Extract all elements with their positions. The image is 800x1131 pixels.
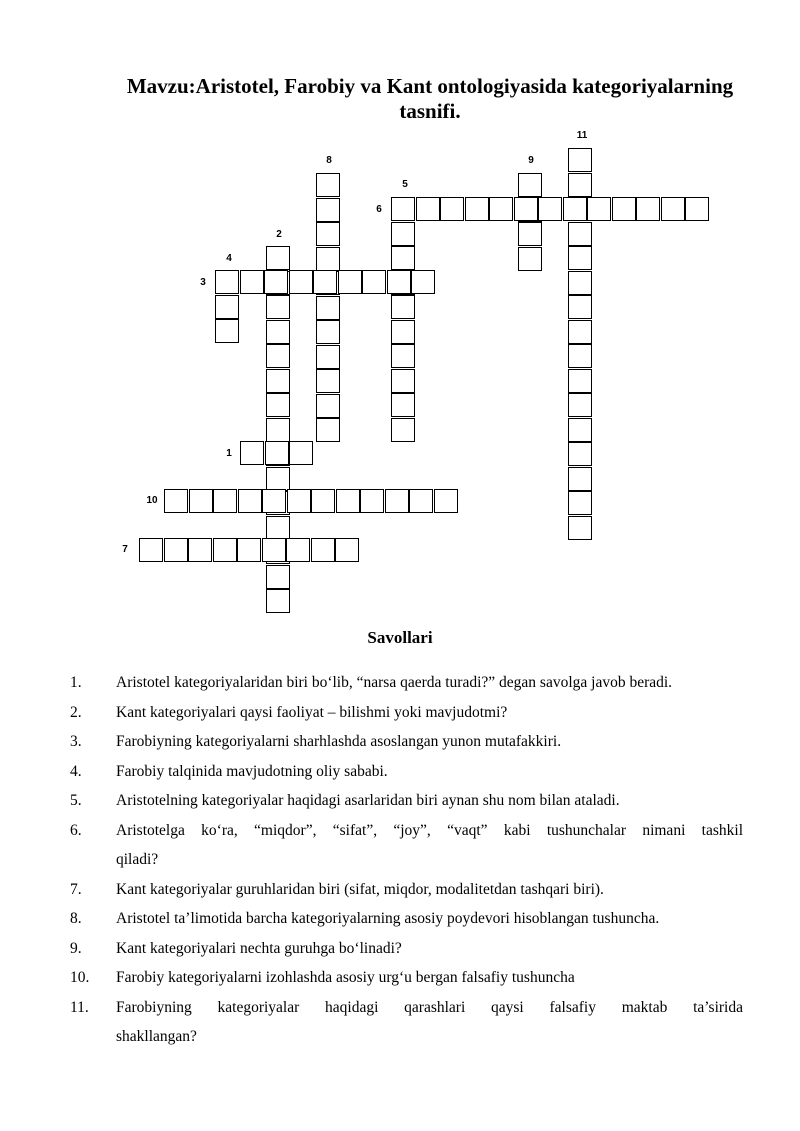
question-text: Farobiyning kategoriyalar haqidagi qarashlari qaysi falsafiy maktab ta’sirida (116, 998, 743, 1016)
crossword-cell[interactable] (563, 197, 587, 221)
crossword-cell[interactable] (264, 270, 288, 294)
question-item (70, 757, 743, 787)
crossword-cell[interactable] (311, 538, 335, 562)
crossword-cell[interactable] (313, 270, 337, 294)
crossword-cell[interactable] (289, 441, 313, 465)
crossword-cell[interactable] (360, 489, 384, 513)
question-item (70, 934, 743, 964)
question-item (70, 668, 743, 698)
crossword-cell[interactable] (316, 394, 340, 418)
crossword-cell[interactable] (391, 418, 415, 442)
question-number: 7. (70, 880, 82, 898)
question-number: 5. (70, 792, 82, 809)
question-item (70, 875, 743, 905)
crossword-cell[interactable] (240, 441, 264, 465)
crossword-cell[interactable] (266, 295, 290, 319)
crossword-cell[interactable] (316, 247, 340, 271)
question-item (70, 904, 743, 934)
question-text: Kant kategoriyalari nechta guruhga bo‘linadi? (116, 939, 402, 957)
question-text-continued: qiladi? (116, 851, 159, 868)
crossword-cell[interactable] (685, 197, 709, 221)
crossword-cell[interactable] (266, 246, 290, 270)
crossword-cell[interactable] (587, 197, 611, 221)
crossword-cell[interactable] (391, 197, 415, 221)
question-text-continued: shakllangan? (116, 1028, 197, 1045)
questions-list (70, 668, 743, 1052)
crossword-cell[interactable] (568, 369, 592, 393)
crossword-cell[interactable] (568, 246, 592, 270)
question-text: Farobiy kategoriyalarni izohlashda asosiy urg‘u bergan falsafiy tushuncha (116, 969, 575, 986)
question-text: Farobiyning kategoriyalarni sharhlashda asoslangan yunon mutafakkiri. (116, 733, 562, 750)
crossword-cell[interactable] (518, 173, 542, 197)
crossword-cell[interactable] (465, 197, 489, 221)
clue-number-8: 8 (326, 155, 332, 166)
crossword-cell[interactable] (335, 538, 359, 562)
question-text: Farobiy talqinida mavjudotning oliy sababi. (116, 762, 388, 780)
crossword-cell[interactable] (316, 345, 340, 369)
question-number: 2. (70, 703, 82, 721)
crossword-cell[interactable] (568, 344, 592, 368)
crossword-cell[interactable] (311, 489, 335, 513)
crossword-cell[interactable] (409, 489, 433, 513)
crossword-cell[interactable] (336, 489, 360, 513)
crossword-cell[interactable] (385, 489, 409, 513)
question-number: 4. (70, 762, 82, 780)
crossword-cell[interactable] (538, 197, 562, 221)
question-number: 10. (70, 969, 90, 986)
crossword-cell[interactable] (213, 538, 237, 562)
crossword-cell[interactable] (266, 418, 290, 442)
crossword-cell[interactable] (636, 197, 660, 221)
crossword-cell[interactable] (286, 538, 310, 562)
crossword-cell[interactable] (338, 270, 362, 294)
crossword-cell[interactable] (434, 489, 458, 513)
crossword-cell[interactable] (391, 246, 415, 270)
crossword-cell[interactable] (661, 197, 685, 221)
crossword-cell[interactable] (265, 441, 289, 465)
crossword-cell[interactable] (215, 295, 239, 319)
crossword-cell[interactable] (568, 148, 592, 172)
crossword-cell[interactable] (568, 271, 592, 295)
crossword-cell[interactable] (316, 173, 340, 197)
crossword-cell[interactable] (238, 489, 262, 513)
crossword-cell[interactable] (568, 516, 592, 540)
crossword-cell[interactable] (568, 295, 592, 319)
question-text: Aristotelning kategoriyalar haqidagi asarlaridan biri aynan shu nom bilan ataladi. (116, 792, 620, 809)
clue-number-2: 2 (276, 229, 282, 240)
crossword-cell[interactable] (316, 418, 340, 442)
clue-number-1: 1 (226, 448, 232, 459)
page-title: Mavzu:Aristotel, Farobiy va Kant ontologiyasida kategoriyalarning tasnifi. (126, 74, 734, 123)
crossword-cell[interactable] (266, 369, 290, 393)
crossword-cell[interactable] (514, 197, 538, 221)
crossword-cell[interactable] (391, 222, 415, 246)
question-text: Aristotel kategoriyalaridan biri bo‘lib, “narsa qaerda turadi?” degan savolga javob beradi. (116, 674, 673, 691)
crossword-cell[interactable] (189, 489, 213, 513)
question-item (70, 993, 743, 1052)
crossword-cell[interactable] (266, 565, 290, 589)
crossword-cell[interactable] (266, 320, 290, 344)
question-item (70, 816, 743, 875)
crossword-cell[interactable] (266, 344, 290, 368)
crossword-cell[interactable] (215, 319, 239, 343)
crossword-cell[interactable] (518, 222, 542, 246)
question-item (70, 786, 743, 816)
crossword-cell[interactable] (240, 270, 264, 294)
crossword-cell[interactable] (416, 197, 440, 221)
crossword-cell[interactable] (164, 489, 188, 513)
crossword-cell[interactable] (568, 393, 592, 417)
question-number: 3. (70, 733, 82, 750)
clue-number-3: 3 (200, 277, 206, 288)
clue-number-4: 4 (226, 253, 232, 264)
question-number: 11. (70, 998, 89, 1016)
question-item (70, 963, 743, 993)
crossword-cell[interactable] (164, 538, 188, 562)
crossword-cell[interactable] (289, 270, 313, 294)
clue-number-5: 5 (402, 179, 408, 190)
clue-number-7: 7 (122, 544, 128, 555)
crossword-cell[interactable] (262, 489, 286, 513)
crossword-cell[interactable] (518, 247, 542, 271)
crossword-cell[interactable] (568, 418, 592, 442)
question-item (70, 698, 743, 728)
clue-number-6: 6 (376, 204, 382, 215)
crossword-cell[interactable] (266, 516, 290, 540)
crossword-cell[interactable] (262, 538, 286, 562)
question-number: 6. (70, 821, 82, 839)
crossword-cell[interactable] (287, 489, 311, 513)
crossword-cell[interactable] (213, 489, 237, 513)
clue-number-9: 9 (528, 155, 534, 166)
crossword-cell[interactable] (237, 538, 261, 562)
question-text: Aristotelga ko‘ra, “miqdor”, “sifat”, “joy”, “vaqt” kabi tushunchalar nimani tashkil (116, 821, 743, 839)
question-number: 8. (70, 910, 82, 927)
clue-number-11: 11 (576, 130, 588, 141)
questions-heading: Savollari (367, 628, 433, 647)
question-text: Aristotel ta’limotida barcha kategoriyalarning asosiy poydevori hisoblangan tushuncha. (116, 910, 660, 927)
crossword-cell[interactable] (316, 320, 340, 344)
question-number: 9. (70, 939, 82, 957)
question-item (70, 727, 743, 757)
clue-number-10: 10 (146, 495, 158, 506)
crossword-cell[interactable] (568, 320, 592, 344)
crossword-cell[interactable] (489, 197, 513, 221)
crossword-cell[interactable] (391, 369, 415, 393)
crossword-cell[interactable] (139, 538, 163, 562)
question-text: Kant kategoriyalari qaysi faoliyat – bilishmi yoki mavjudotmi? (116, 703, 508, 721)
crossword-cell[interactable] (391, 295, 415, 319)
crossword-cell[interactable] (316, 222, 340, 246)
crossword-cell[interactable] (316, 198, 340, 222)
question-text: Kant kategoriyalar guruhlaridan biri (sifat, miqdor, modalitetdan tashqari biri). (116, 880, 604, 898)
crossword-cell[interactable] (188, 538, 212, 562)
crossword-cell[interactable] (215, 270, 239, 294)
crossword-cell[interactable] (411, 270, 435, 294)
crossword-cell[interactable] (362, 270, 386, 294)
crossword-cell[interactable] (568, 173, 592, 197)
crossword-cell[interactable] (266, 589, 290, 613)
crossword-cell[interactable] (316, 369, 340, 393)
crossword-cell[interactable] (612, 197, 636, 221)
crossword-cell[interactable] (391, 393, 415, 417)
crossword-cell[interactable] (316, 296, 340, 320)
crossword-cell[interactable] (387, 270, 411, 294)
crossword-cell[interactable] (266, 467, 290, 491)
crossword-cell[interactable] (568, 491, 592, 515)
crossword-cell[interactable] (568, 442, 592, 466)
crossword-cell[interactable] (568, 222, 592, 246)
crossword-cell[interactable] (440, 197, 464, 221)
crossword-cell[interactable] (391, 320, 415, 344)
question-number: 1. (70, 674, 82, 691)
crossword-cell[interactable] (568, 467, 592, 491)
crossword-cell[interactable] (391, 344, 415, 368)
crossword-cell[interactable] (266, 393, 290, 417)
